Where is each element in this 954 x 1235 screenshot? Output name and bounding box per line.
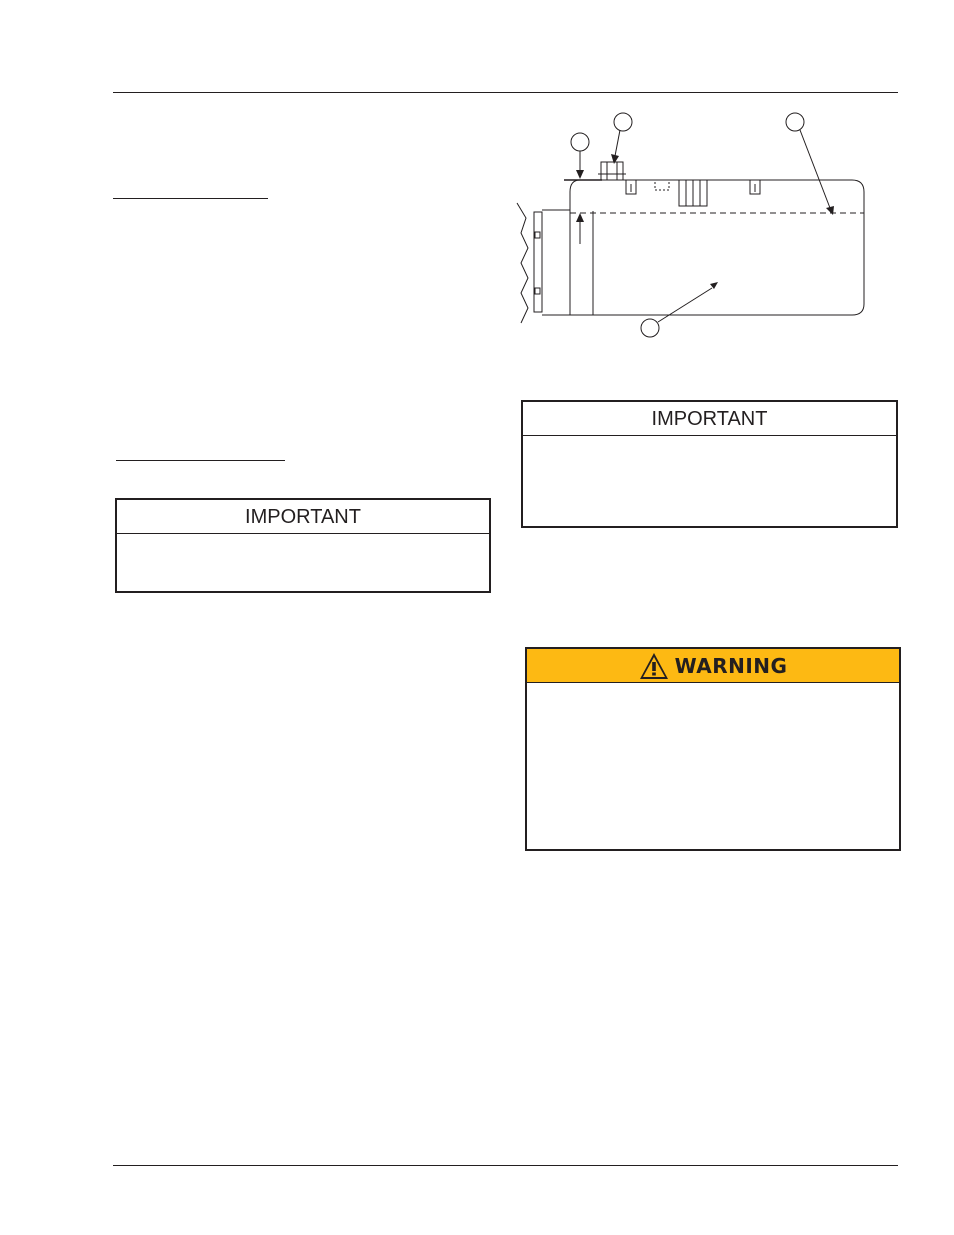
broken-wall-line [517, 203, 528, 323]
warning-heading: WARNING [674, 653, 788, 678]
flange [534, 212, 542, 312]
footer-rule [113, 1165, 898, 1166]
callout-circle-4 [641, 319, 659, 337]
main-body [570, 180, 864, 315]
important-heading-left: IMPORTANT [117, 500, 489, 534]
section-heading-underline-1 [113, 198, 268, 199]
technical-figure [512, 108, 872, 340]
arrow-head-3 [826, 206, 834, 215]
important-box-right [521, 400, 898, 528]
warning-triangle-icon [639, 652, 669, 680]
callout-circle-1 [571, 133, 589, 151]
important-heading-right: IMPORTANT [523, 402, 896, 436]
callout-circle-3 [786, 113, 804, 131]
collar [542, 210, 570, 315]
section-heading-underline-2 [116, 460, 285, 461]
header-rule [113, 92, 898, 93]
arrow-head-1 [576, 170, 584, 179]
top-fitting-dashed [655, 180, 669, 190]
callout-circle-2 [614, 113, 632, 131]
top-plug [601, 162, 623, 180]
arrow-head-5 [576, 213, 584, 222]
warning-header [527, 649, 899, 683]
warning-box [525, 647, 901, 851]
important-box-left [115, 498, 491, 593]
